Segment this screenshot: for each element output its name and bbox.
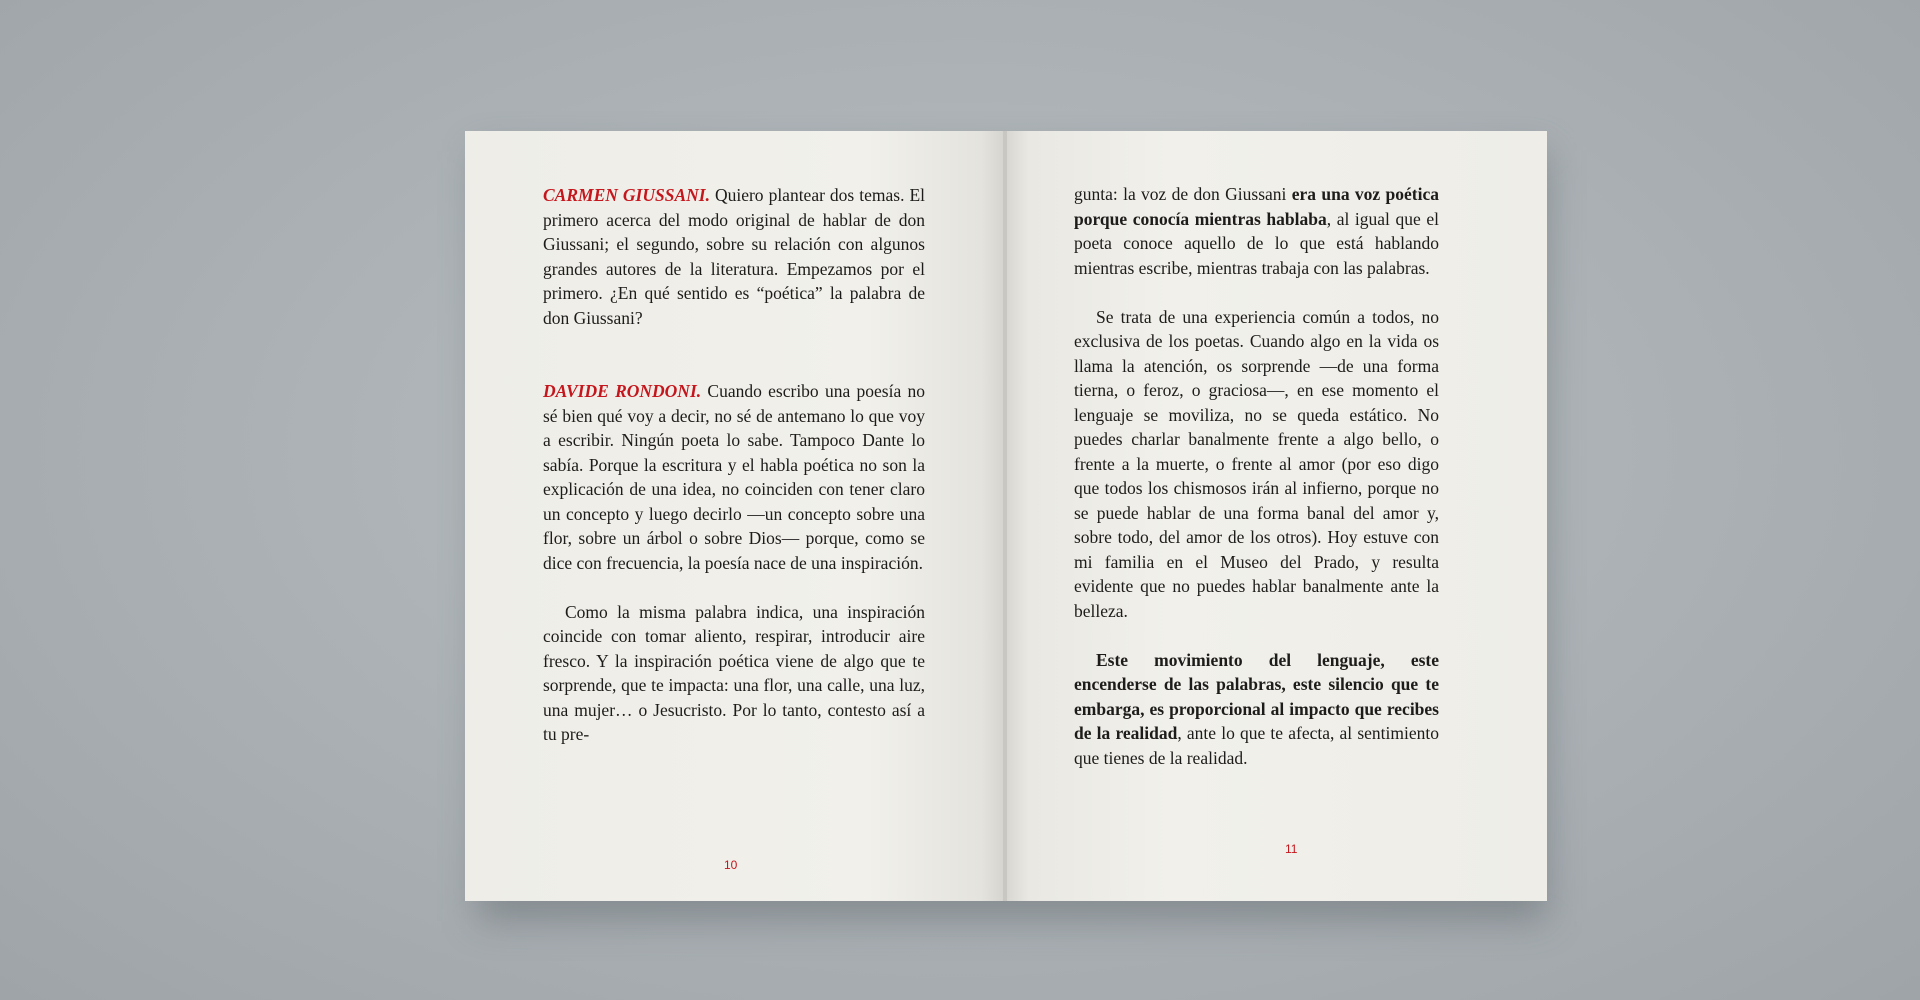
paragraph-davide-answer <box>543 379 925 575</box>
paragraph-text: , al igual que el poeta conoce aquello de lo que está hablando mientras escribe, mientras trabaja con las palabras. <box>1074 208 1439 278</box>
paragraph-language-movement <box>1074 648 1439 771</box>
paragraph-text: Cuando escribo una poesía no sé bien qué voy a decir, no sé de antemano lo que voy a escribir. Ningún poeta lo sabe. Tampoco Dante lo sabía. Porque la escritura y el habla poética no son la explicación de una idea, no coinciden con tener claro un concepto y luego decirlo —un concepto sobre una flor, sobre un árbol o sobre Dios— porque, como se dice con frecuencia, la poesía nace de una inspiración. <box>543 381 925 573</box>
paragraph-poetic-voice <box>1074 182 1439 280</box>
speaker-name-davide: DAVIDE RONDONI. <box>543 381 702 401</box>
left-page-text <box>543 183 925 747</box>
page-number-left: 10 <box>724 858 738 872</box>
right-page-text <box>1074 182 1439 770</box>
emphasis-text: Este movimiento del lenguaje, este encenderse de las palabras, este silencio que te embarga, es proporcional al impacto que recibes de la realidad <box>1074 649 1439 743</box>
emphasis-text: era una voz poética porque conocía mientras hablaba <box>1074 184 1439 229</box>
paragraph-carmen-question <box>543 183 925 330</box>
open-book <box>465 131 1547 901</box>
paragraph-text: Quiero plantear dos temas. El primero acerca del modo original de hablar de don Giussani; el segundo, sobre su relación con algunos grandes autores de la literatura. Empezamos por el primero. ¿En qué sentido es “poética” la palabra de don Giussani? <box>543 185 925 328</box>
paragraph-inspiration: Como la misma palabra indica, una inspiración coincide con tomar aliento, respirar, introducir aire fresco. Y la inspiración poética viene de algo que te sorprende, que te impacta: una flor, una calle, una luz, una mujer… o Jesucristo. Por lo tanto, contesto así a tu pre- <box>543 601 925 744</box>
paragraph-spacer <box>1074 280 1439 305</box>
paragraph-spacer <box>1074 623 1439 648</box>
speaker-name-carmen: CARMEN GIUSSANI. <box>543 185 710 205</box>
paragraph-text: , ante lo que te afecta, al sentimiento que tienes de la realidad. <box>1074 723 1439 768</box>
page-number-right: 11 <box>1285 842 1298 856</box>
right-page <box>1007 131 1547 901</box>
left-page <box>465 131 1003 901</box>
paragraph-spacer <box>543 575 925 600</box>
paragraph-common-experience: Se trata de una experiencia común a todos, no exclusiva de los poetas. Cuando algo en la vida os llama la atención, os sorprende —de una forma tierna, o feroz, o graciosa—, en ese momento el lenguaje se moviliza, no se queda estático. No puedes charlar banalmente frente a algo bello, o frente a la muerte, o frente al amor (por eso digo que todos los chismosos irán al infierno, porque no se puede hablar de una forma banal del amor y, sobre todo, del amor de los otros). Hoy estuve con mi familia en el Museo del Prado, y resulta evidente que no puedes hablar banalmente ante la belleza. <box>1074 306 1439 621</box>
paragraph-text: gunta: la voz de don Giussani <box>1074 184 1292 204</box>
paragraph-spacer <box>543 330 925 379</box>
